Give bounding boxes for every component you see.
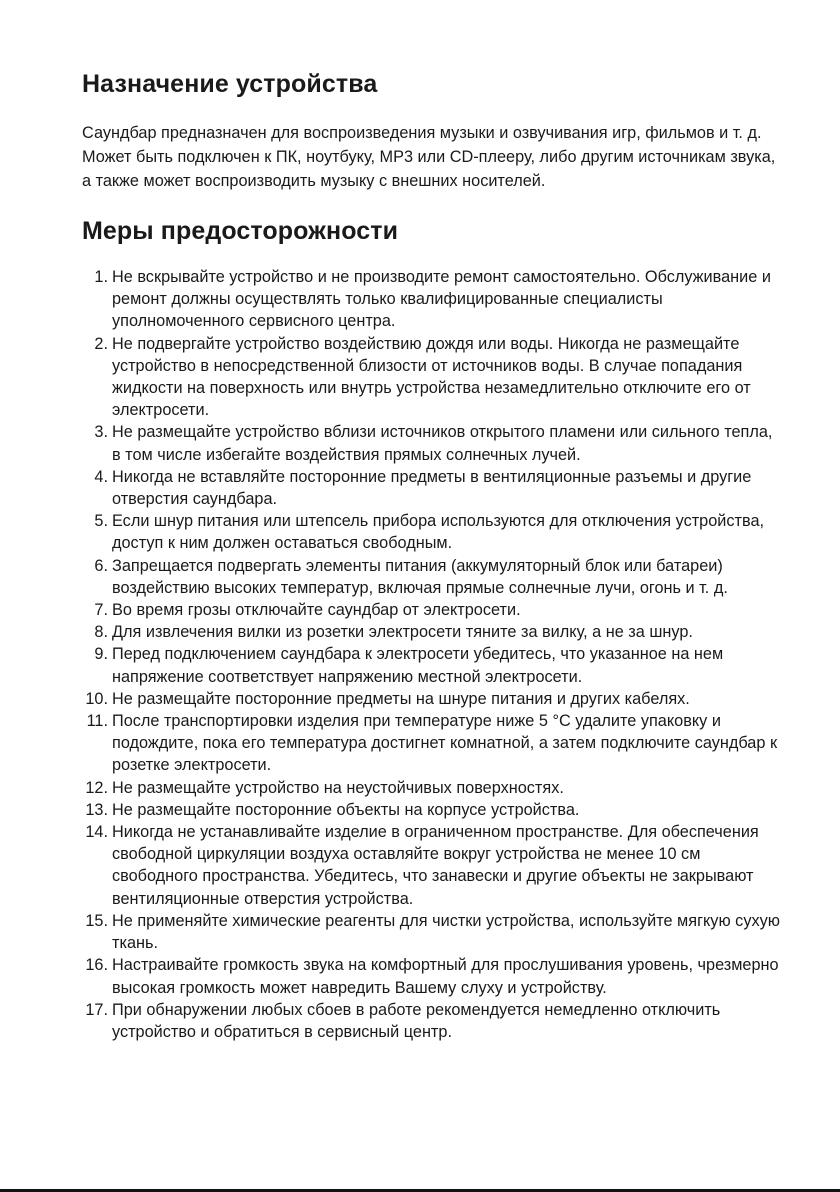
list-item-number: 9.	[94, 645, 108, 664]
list-item-number: 3.	[94, 423, 108, 442]
list-item-number: 11.	[86, 712, 108, 731]
list-item	[82, 333, 782, 422]
list-item-text: Для извлечения вилки из розетки электросети тяните за вилку, а не за шнур.	[112, 623, 693, 642]
heading-precautions: Меры предосторожности	[82, 217, 399, 245]
list-item-text: Никогда не вставляйте посторонние предметы в вентиляционные разъемы и другие отверстия саундбара.	[112, 467, 752, 509]
list-item-text: Запрещается подвергать элементы питания (аккумуляторный блок или батареи) воздействию высоких температур, включая прямые солнечные лучи, огонь и т. д.	[112, 556, 728, 597]
list-item-number: 8.	[94, 623, 108, 642]
list-item-text: Не вскрывайте устройство и не производите ремонт самостоятельно. Обслуживание и ремонт должны осуществлять только квалифицированные специалисты уполномоченного сервисного центра.	[112, 268, 771, 331]
document-page	[82, 66, 782, 1043]
list-item-text: Никогда не устанавливайте изделие в ограниченном пространстве. Для обеспечения свободной циркуляции воздуха оставляйте вокруг устройства не менее 10 см свободного пространства. Убедитесь, что занавески и другие объекты не закрывают вентиляционные отверстия устройства.	[112, 823, 759, 908]
list-item-number: 12.	[85, 778, 108, 797]
list-item	[82, 910, 782, 954]
list-item-text: Не размещайте посторонние предметы на шнуре питания и других кабелях.	[112, 689, 690, 708]
list-item	[82, 555, 782, 599]
list-item-number: 14.	[85, 823, 108, 842]
list-item-text: Во время грозы отключайте саундбар от электросети.	[112, 601, 521, 620]
list-item-text: Не подвергайте устройство воздействию дождя или воды. Никогда не размещайте устройство в непосредственной близости от источников воды. В случае попадания жидкости на поверхность или внутрь устройства незамедлительно отключите его от электросети.	[112, 334, 751, 420]
list-item	[82, 954, 782, 998]
list-item-text: При обнаружении любых сбоев в работе рекомендуется немедленно отключить устройство и обратиться в сервисный центр.	[112, 1000, 721, 1041]
list-item-text: Не размещайте устройство вблизи источников открытого пламени или сильного тепла, в том числе избегайте воздействия прямых солнечных лучей.	[112, 423, 773, 464]
list-item	[82, 688, 782, 710]
list-item-number: 1.	[94, 268, 108, 286]
list-item	[82, 599, 782, 621]
list-item-number: 7.	[94, 601, 108, 620]
list-item	[82, 821, 782, 910]
list-item	[82, 421, 782, 465]
list-item-text: Перед подключением саундбара к электросети убедитесь, что указанное на нем напряжение соответствует напряжению местной электросети.	[112, 645, 724, 686]
heading-device-purpose: Назначение устройства	[82, 70, 378, 98]
list-item-text: Если шнур питания или штепсель прибора используются для отключения устройства, доступ к ним должен оставаться свободным.	[112, 512, 765, 553]
list-item-number: 2.	[94, 334, 108, 353]
list-item-text: Не размещайте посторонние объекты на корпусе устройства.	[112, 800, 580, 819]
list-item	[82, 643, 782, 687]
list-item	[82, 777, 782, 799]
list-item-number: 4.	[94, 467, 108, 486]
list-item-number: 17.	[85, 1000, 108, 1019]
list-item-text: Не применяйте химические реагенты для чистки устройства, используйте мягкую сухую ткань.	[112, 911, 780, 953]
list-item-text: Настраивайте громкость звука на комфортный для прослушивания уровень, чрезмерно высокая громкость может навредить Вашему слуху и устройству.	[112, 956, 779, 997]
list-item	[82, 266, 782, 333]
list-item	[82, 621, 782, 643]
list-item-number: 16.	[85, 956, 108, 975]
list-item-number: 10.	[85, 689, 108, 708]
list-item-text: Не размещайте устройство на неустойчивых поверхностях.	[112, 778, 564, 797]
list-item	[82, 510, 782, 554]
list-item-text: После транспортировки изделия при температуре ниже 5 °С удалите упаковку и подождите, пока его температура достигнет комнатной, а затем подключите саундбар к розетке электросети.	[112, 712, 778, 775]
precautions-list	[82, 266, 782, 1043]
list-item	[82, 799, 782, 821]
list-item	[82, 999, 782, 1043]
device-purpose-paragraph: Саундбар предназначен для воспроизведения музыки и озвучивания игр, фильмов и т. д. Может быть подключен к ПК, ноутбуку, МР3 или CD-плееру, либо другим источникам звука, а также может воспроизводить музыку с внешних носителей.	[82, 124, 776, 190]
list-item-number: 5.	[94, 512, 108, 531]
list-item	[82, 710, 782, 777]
list-item	[82, 466, 782, 510]
list-item-number: 15.	[85, 911, 108, 930]
list-item-number: 13.	[85, 800, 108, 819]
list-item-number: 6.	[94, 556, 108, 575]
